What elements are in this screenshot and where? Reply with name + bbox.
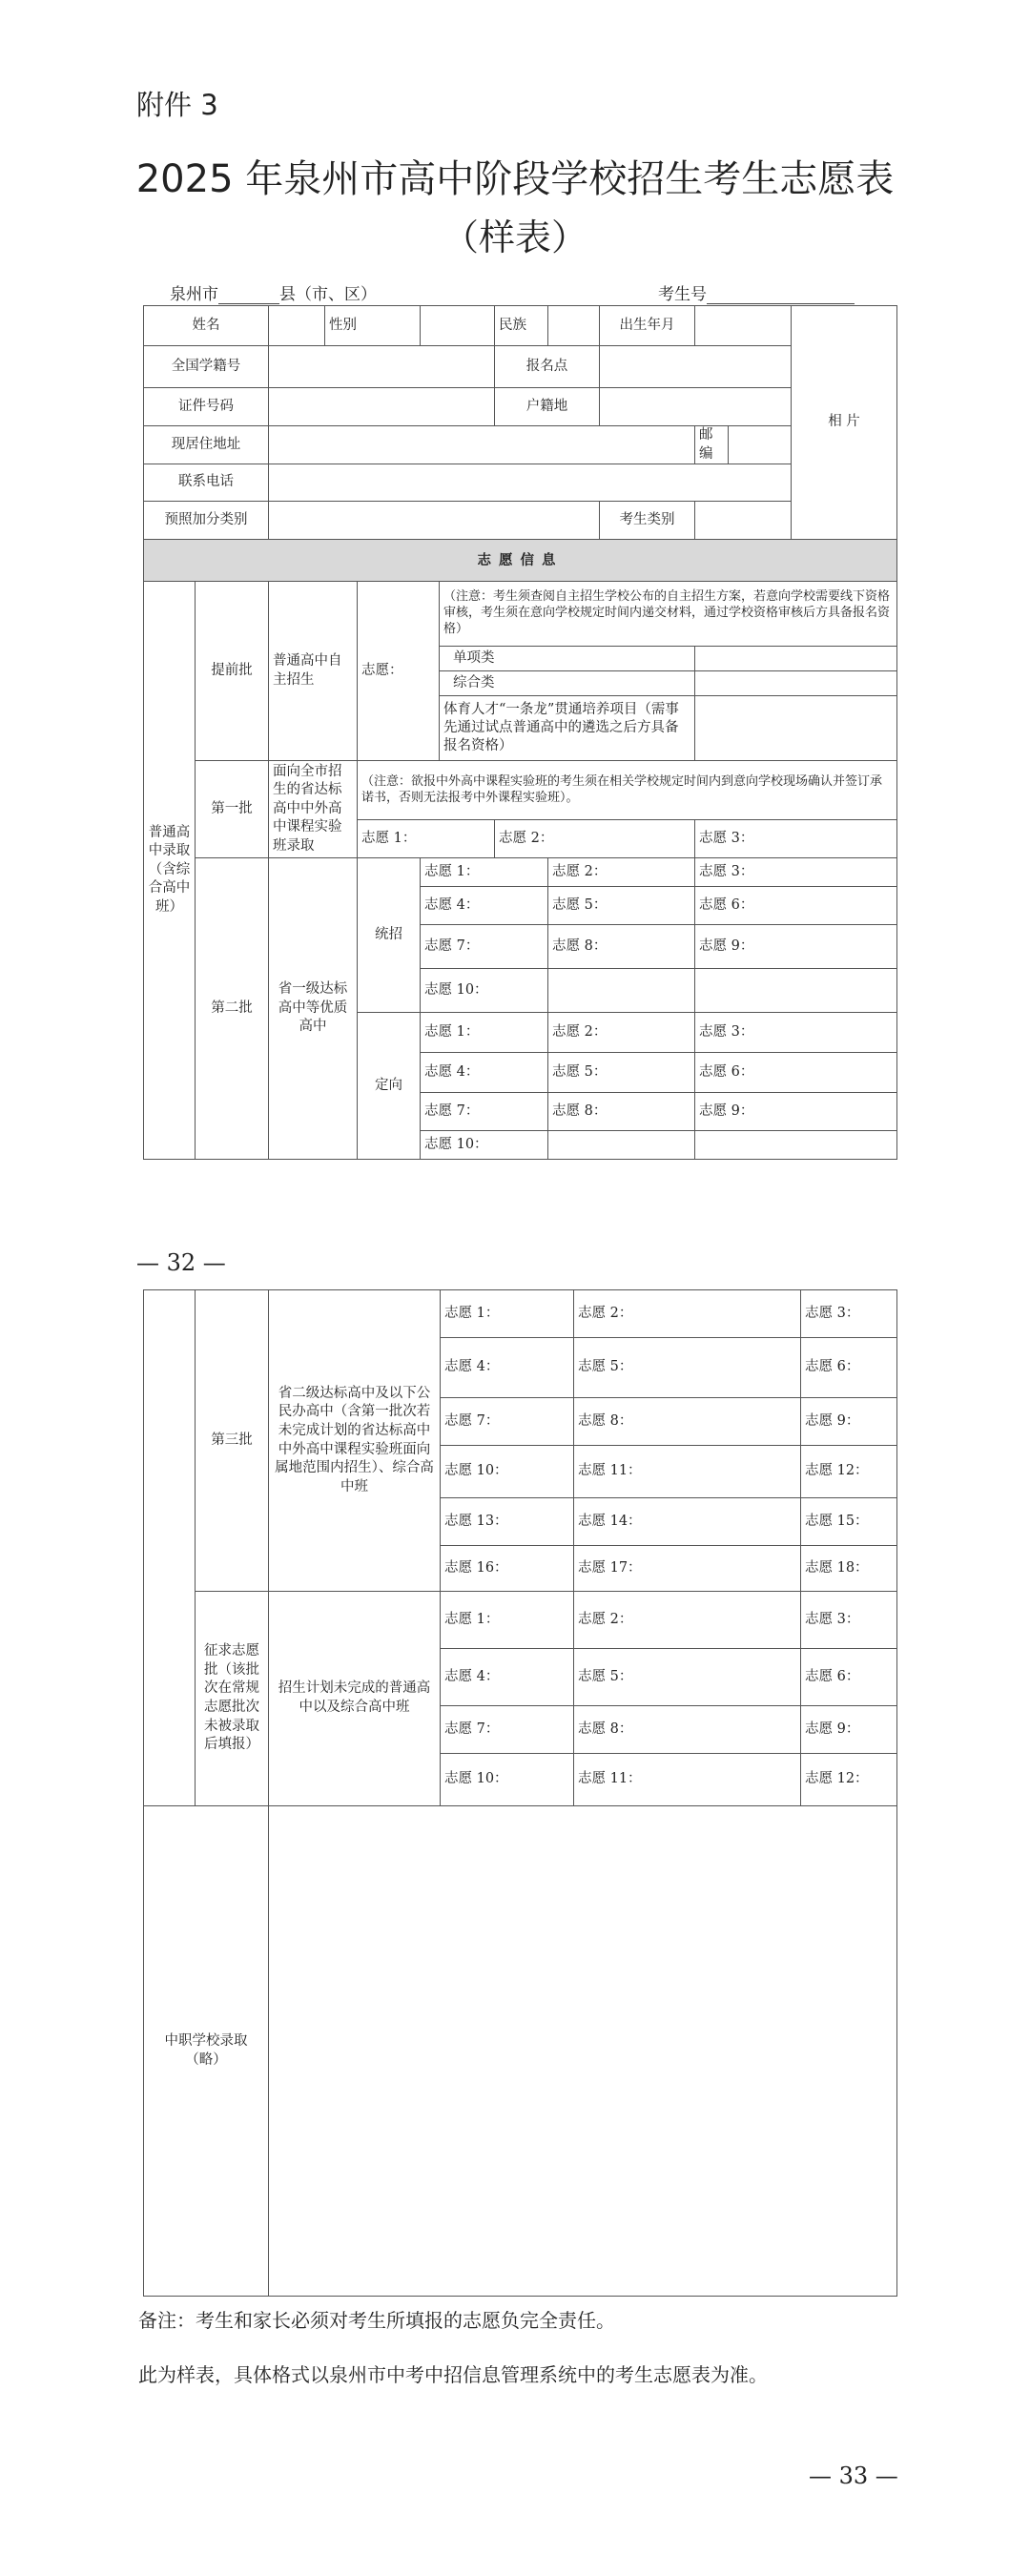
batch2-directed-choice-9[interactable]: 志愿 9：: [695, 1093, 897, 1131]
vocational-admission-label: 中职学校录取（略）: [144, 1806, 269, 2297]
label-exam-type: 考生类别: [600, 502, 695, 540]
note-responsibility: 备注：考生和家长必须对考生所填报的志愿负完全责任。: [138, 2309, 615, 2332]
batch3-choice-8[interactable]: 志愿 8：: [574, 1398, 801, 1446]
early-batch-school: 普通高中自主招生: [269, 582, 358, 761]
batch2-directed-choice-3[interactable]: 志愿 3：: [695, 1013, 897, 1053]
batch3-choice-16[interactable]: 志愿 16：: [441, 1546, 574, 1592]
batch1-school: 面向全市招生的省达标高中中外高中课程实验班录取: [269, 761, 358, 858]
label-birth: 出生年月: [600, 306, 695, 346]
batch2-unified-empty: [548, 969, 695, 1013]
page-number-32: — 32 —: [136, 1249, 226, 1276]
batch3-choice-1[interactable]: 志愿 1：: [441, 1290, 574, 1338]
field-address[interactable]: [269, 426, 695, 464]
batch3-choice-6[interactable]: 志愿 6：: [801, 1338, 897, 1398]
batch2-directed-choice-7[interactable]: 志愿 7：: [421, 1093, 548, 1131]
batch2-unified-choice-3[interactable]: 志愿 3：: [695, 858, 897, 887]
batch1-choice-3[interactable]: 志愿 3：: [695, 820, 897, 858]
batch2-unified-choice-2[interactable]: 志愿 2：: [548, 858, 695, 887]
batch2-directed-empty: [548, 1131, 695, 1160]
batch2-unified-choice-9[interactable]: 志愿 9：: [695, 925, 897, 969]
early-sports-label: 体育人才“一条龙”贯通培养项目（需事先通过试点普通高中的遴选之后方具备报名资格）: [440, 696, 695, 761]
field-national-id[interactable]: [269, 346, 495, 388]
solicit-choice-1[interactable]: 志愿 1：: [441, 1592, 574, 1649]
batch2-directed-choice-10[interactable]: 志愿 10：: [421, 1131, 548, 1160]
batch1-choice-1[interactable]: 志愿 1：: [358, 820, 495, 858]
page-title: 2025 年泉州市高中阶段学校招生考生志愿表: [135, 157, 895, 201]
exam-number-label: 考生号: [658, 285, 707, 304]
batch3-choice-11[interactable]: 志愿 11：: [574, 1446, 801, 1498]
batch2-label: 第二批: [196, 858, 269, 1160]
solicit-batch-label: 征求志愿批（该批次在常规志愿批次未被录取后填报）: [196, 1592, 269, 1806]
batch2-unified-empty-2: [695, 969, 897, 1013]
early-comprehensive-label: 综合类: [440, 671, 695, 696]
vocational-admission-area[interactable]: [269, 1806, 897, 2297]
batch2-directed-choice-5[interactable]: 志愿 5：: [548, 1053, 695, 1093]
field-reg-site[interactable]: [600, 346, 792, 388]
city-prefix: 泉州市: [170, 285, 218, 304]
city-line: [170, 280, 377, 304]
label-bonus-type: 预照加分类别: [144, 502, 269, 540]
field-early-sports[interactable]: [695, 696, 897, 761]
batch3-choice-7[interactable]: 志愿 7：: [441, 1398, 574, 1446]
solicit-choice-6[interactable]: 志愿 6：: [801, 1649, 897, 1706]
batch3-choice-9[interactable]: 志愿 9：: [801, 1398, 897, 1446]
label-postcode: 邮编: [695, 426, 729, 464]
field-ethnic[interactable]: [548, 306, 600, 346]
solicit-choice-10[interactable]: 志愿 10：: [441, 1754, 574, 1806]
field-postcode[interactable]: [729, 426, 792, 464]
batch2-directed-empty-2: [695, 1131, 897, 1160]
batch2-directed-label: 定向: [358, 1013, 421, 1160]
batch2-directed-choice-2[interactable]: 志愿 2：: [548, 1013, 695, 1053]
batch2-directed-choice-1[interactable]: 志愿 1：: [421, 1013, 548, 1053]
batch3-choice-3[interactable]: 志愿 3：: [801, 1290, 897, 1338]
solicit-batch-school: 招生计划未完成的普通高中以及综合高中班: [269, 1592, 441, 1806]
general-admission-continued: [144, 1290, 196, 1806]
batch2-unified-choice-6[interactable]: 志愿 6：: [695, 887, 897, 925]
batch2-unified-choice-7[interactable]: 志愿 7：: [421, 925, 548, 969]
early-single-label: 单项类: [440, 647, 695, 671]
batch1-label: 第一批: [196, 761, 269, 858]
solicit-choice-4[interactable]: 志愿 4：: [441, 1649, 574, 1706]
photo-box: 相 片: [792, 306, 897, 540]
label-hukou: 户籍地: [495, 388, 600, 426]
batch3-school: 省二级达标高中及以下公民办高中（含第一批次若未完成计划的省达标高中中外高中课程实验班面向属地范围内招生）、综合高中班: [269, 1290, 441, 1592]
batch1-note: （注意：欲报中外高中课程实验班的考生须在相关学校规定时间内到意向学校现场确认并签订承诺书，否则无法报考中外课程实验班）。: [358, 761, 897, 820]
label-cert-no: 证件号码: [144, 388, 269, 426]
field-birth[interactable]: [695, 306, 792, 346]
batch3-choice-15[interactable]: 志愿 15：: [801, 1498, 897, 1546]
field-cert-no[interactable]: [269, 388, 495, 426]
batch2-unified-choice-4[interactable]: 志愿 4：: [421, 887, 548, 925]
exam-number-line: [658, 280, 855, 304]
batch2-unified-label: 统招: [358, 858, 421, 1013]
general-admission-label: 普通高中录取（含综合高中班）: [144, 582, 196, 1160]
solicit-choice-5[interactable]: 志愿 5：: [574, 1649, 801, 1706]
field-early-single[interactable]: [695, 647, 897, 671]
batch3-choice-17[interactable]: 志愿 17：: [574, 1546, 801, 1592]
batch2-unified-choice-10[interactable]: 志愿 10：: [421, 969, 548, 1013]
county-blank: [218, 286, 279, 304]
solicit-choice-2[interactable]: 志愿 2：: [574, 1592, 801, 1649]
label-reg-site: 报名点: [495, 346, 600, 388]
label-address: 现居住地址: [144, 426, 269, 464]
batch3-choice-2[interactable]: 志愿 2：: [574, 1290, 801, 1338]
field-exam-type[interactable]: [695, 502, 897, 540]
batch3-choice-12[interactable]: 志愿 12：: [801, 1446, 897, 1498]
volunteer-form-table-page2: [143, 1289, 897, 2297]
field-name[interactable]: [269, 306, 325, 346]
solicit-choice-8[interactable]: 志愿 8：: [574, 1706, 801, 1754]
field-early-comprehensive[interactable]: [695, 671, 897, 696]
note-sample: 此为样表，具体格式以泉州市中考中招信息管理系统中的考生志愿表为准。: [138, 2363, 768, 2386]
early-batch-label: 提前批: [196, 582, 269, 761]
batch3-choice-4[interactable]: 志愿 4：: [441, 1338, 574, 1398]
batch3-choice-13[interactable]: 志愿 13：: [441, 1498, 574, 1546]
page-number-33: — 33 —: [809, 2463, 898, 2489]
batch2-unified-choice-8[interactable]: 志愿 8：: [548, 925, 695, 969]
field-gender[interactable]: [421, 306, 495, 346]
solicit-choice-3[interactable]: 志愿 3：: [801, 1592, 897, 1649]
solicit-choice-7[interactable]: 志愿 7：: [441, 1706, 574, 1754]
batch2-school: 省一级达标高中等优质高中: [269, 858, 358, 1160]
label-phone: 联系电话: [144, 464, 269, 502]
solicit-choice-9[interactable]: 志愿 9：: [801, 1706, 897, 1754]
field-bonus-type[interactable]: [269, 502, 600, 540]
batch2-unified-choice-5[interactable]: 志愿 5：: [548, 887, 695, 925]
batch2-directed-choice-8[interactable]: 志愿 8：: [548, 1093, 695, 1131]
page-subtitle: （样表）: [442, 216, 587, 258]
label-ethnic: 民族: [495, 306, 548, 346]
label-name: 姓名: [144, 306, 269, 346]
label-national-id: 全国学籍号: [144, 346, 269, 388]
batch3-choice-18[interactable]: 志愿 18：: [801, 1546, 897, 1592]
field-hukou[interactable]: [600, 388, 792, 426]
county-suffix: 县（市、区）: [279, 285, 377, 304]
attachment-label: 附件 3: [136, 89, 218, 121]
batch1-choice-2[interactable]: 志愿 2：: [495, 820, 695, 858]
section-title: 志愿信息: [144, 540, 897, 582]
batch2-unified-choice-1[interactable]: 志愿 1：: [421, 858, 548, 887]
exam-number-blank: [707, 286, 855, 304]
solicit-choice-11[interactable]: 志愿 11：: [574, 1754, 801, 1806]
field-phone[interactable]: [269, 464, 792, 502]
label-gender: 性别: [325, 306, 421, 346]
batch3-choice-14[interactable]: 志愿 14：: [574, 1498, 801, 1546]
volunteer-form-table-page1: [143, 305, 897, 1160]
batch2-directed-choice-4[interactable]: 志愿 4：: [421, 1053, 548, 1093]
batch3-choice-5[interactable]: 志愿 5：: [574, 1338, 801, 1398]
batch2-directed-choice-6[interactable]: 志愿 6：: [695, 1053, 897, 1093]
early-batch-choice-label: 志愿：: [358, 582, 440, 761]
early-batch-note: （注意：考生须查阅自主招生学校公布的自主招生方案，若意向学校需要线下资格审核，考生须在意向学校规定时间内递交材料，通过学校资格审核后方具备报名资格）: [440, 582, 897, 647]
batch3-label: 第三批: [196, 1290, 269, 1592]
batch3-choice-10[interactable]: 志愿 10：: [441, 1446, 574, 1498]
solicit-choice-12[interactable]: 志愿 12：: [801, 1754, 897, 1806]
